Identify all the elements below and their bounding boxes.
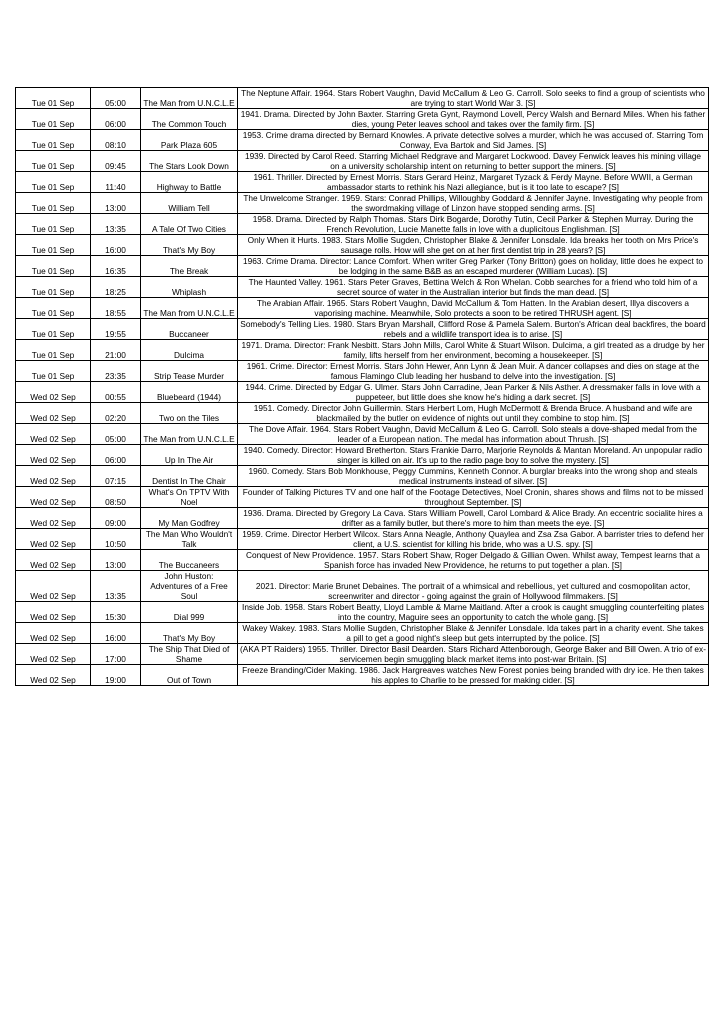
description-cell: Freeze Branding/Cider Making. 1986. Jack Hargreaves watches New Forest ponies being branded with dry ice. He then takes his apples to Charlie to be pressed for making cider. [S]: [238, 665, 709, 686]
description-cell: Only When it Hurts. 1983. Stars Mollie Sugden, Christopher Blake & Jennifer Lonsdale. Ida breaks her tooth on Mrs Price's sausage rolls. How will she get on at her first dentist trip in 28 years? [S]: [238, 235, 709, 256]
description-cell: 1959. Crime. Director Herbert Wilcox. Stars Anna Neagle, Anthony Quaylea and Zsa Zsa Gabor. A barrister tries to defend her client, a U.S. scientist for killing his bride, who was a U.S. spy. [S]: [238, 529, 709, 550]
description-cell: 1953. Crime drama directed by Bernard Knowles. A private detective solves a murder, which he was accused of. Starring Tom Conway, Eva Bartok and Sid James. [S]: [238, 130, 709, 151]
time-cell: 08:50: [91, 487, 141, 508]
time-cell: 09:45: [91, 151, 141, 172]
title-cell: The Stars Look Down: [141, 151, 238, 172]
date-cell: Tue 01 Sep: [16, 172, 91, 193]
description-cell: Somebody's Telling Lies. 1980. Stars Bryan Marshall, Clifford Rose & Pamela Salem. Burton's African deal backfires, the board rebels and a wildlife transport idea is to arise. [S]: [238, 319, 709, 340]
table-row: [16, 644, 709, 665]
time-cell: 09:00: [91, 508, 141, 529]
time-cell: 13:35: [91, 214, 141, 235]
date-cell: Wed 02 Sep: [16, 529, 91, 550]
date-cell: Wed 02 Sep: [16, 508, 91, 529]
title-cell: That's My Boy: [141, 623, 238, 644]
title-cell: What's On TPTV With Noel: [141, 487, 238, 508]
title-cell: The Man from U.N.C.L.E: [141, 298, 238, 319]
date-cell: Tue 01 Sep: [16, 319, 91, 340]
description-cell: The Arabian Affair. 1965. Stars Robert Vaughn, David McCallum & Tom Hatten. In the Arabian desert, Illya discovers a vaporising machine. Meanwhile, Solo protects a soon to be retired THRUSH agent. [S]: [238, 298, 709, 319]
date-cell: Tue 01 Sep: [16, 235, 91, 256]
title-cell: Park Plaza 605: [141, 130, 238, 151]
date-cell: Tue 01 Sep: [16, 214, 91, 235]
time-cell: 16:00: [91, 623, 141, 644]
table-row: [16, 529, 709, 550]
date-cell: Wed 02 Sep: [16, 602, 91, 623]
title-cell: Two on the Tiles: [141, 403, 238, 424]
description-cell: The Dove Affair. 1964. Stars Robert Vaughn, David McCallum & Leo G. Carroll. Solo steals a dove-shaped medal from the leader of a European nation. The medal has information about Thrush. [S]: [238, 424, 709, 445]
date-cell: Wed 02 Sep: [16, 445, 91, 466]
date-cell: Tue 01 Sep: [16, 193, 91, 214]
description-cell: 2021. Director: Marie Brunet Debaines. The portrait of a whimsical and rebellious, yet cultured and cosmopolitan actor, screenwriter and director - going against the grain of Hollywood filmmakers. [S]: [238, 571, 709, 602]
date-cell: Wed 02 Sep: [16, 403, 91, 424]
table-row: [16, 340, 709, 361]
table-row: [16, 88, 709, 109]
table-row: [16, 445, 709, 466]
time-cell: 16:35: [91, 256, 141, 277]
table-row: [16, 361, 709, 382]
description-cell: Founder of Talking Pictures TV and one half of the Footage Detectives, Noel Cronin, shares shows and films not to be missed throughout September. [S]: [238, 487, 709, 508]
description-cell: The Neptune Affair. 1964. Stars Robert Vaughn, David McCallum & Leo G. Carroll. Solo seeks to find a group of scientists who are trying to start World War 3. [S]: [238, 88, 709, 109]
table-row: [16, 193, 709, 214]
title-cell: Dentist In The Chair: [141, 466, 238, 487]
date-cell: Tue 01 Sep: [16, 298, 91, 319]
description-cell: Conquest of New Providence. 1957. Stars Robert Shaw, Roger Delgado & Gillian Owen. Whilst away, Tempest learns that a Spanish force has invaded New Providence, he returns to put together a plan. [S]: [238, 550, 709, 571]
table-row: [16, 214, 709, 235]
title-cell: Strip Tease Murder: [141, 361, 238, 382]
time-cell: 16:00: [91, 235, 141, 256]
title-cell: Bluebeard (1944): [141, 382, 238, 403]
table-row: [16, 235, 709, 256]
time-cell: 13:35: [91, 571, 141, 602]
table-row: [16, 256, 709, 277]
table-row: [16, 602, 709, 623]
time-cell: 13:00: [91, 550, 141, 571]
table-row: [16, 151, 709, 172]
time-cell: 08:10: [91, 130, 141, 151]
table-row: [16, 424, 709, 445]
date-cell: Wed 02 Sep: [16, 424, 91, 445]
description-cell: 1971. Drama. Director: Frank Nesbitt. Stars John Mills, Carol White & Stuart Wilson. Dulcima, a girl treated as a drudge by her family, lifts herself from her environment, becoming a housekeeper. [S]: [238, 340, 709, 361]
time-cell: 15:30: [91, 602, 141, 623]
table-row: [16, 550, 709, 571]
description-cell: 1960. Comedy. Stars Bob Monkhouse, Peggy Cummins, Kenneth Connor. A burglar breaks into the wrong shop and steals medical instruments instead of silver. [S]: [238, 466, 709, 487]
title-cell: The Common Touch: [141, 109, 238, 130]
table-row: [16, 403, 709, 424]
description-cell: Inside Job. 1958. Stars Robert Beatty, Lloyd Lamble & Marne Maitland. After a crook is caught smuggling counterfeiting plates into the country, Maguire sees an opportunity to catch the whole gang. [S]: [238, 602, 709, 623]
time-cell: 06:00: [91, 109, 141, 130]
time-cell: 02:20: [91, 403, 141, 424]
description-cell: 1963. Crime Drama. Director: Lance Comfort. When writer Greg Parker (Tony Britton) goes on holiday, little does he expect to be lodging in the same B&B as an escaped murderer (William Lucas). [S]: [238, 256, 709, 277]
date-cell: Wed 02 Sep: [16, 550, 91, 571]
time-cell: 11:40: [91, 172, 141, 193]
title-cell: A Tale Of Two Cities: [141, 214, 238, 235]
table-row: [16, 130, 709, 151]
table-row: [16, 382, 709, 403]
title-cell: Buccaneer: [141, 319, 238, 340]
date-cell: Wed 02 Sep: [16, 466, 91, 487]
time-cell: 19:00: [91, 665, 141, 686]
time-cell: 21:00: [91, 340, 141, 361]
title-cell: My Man Godfrey: [141, 508, 238, 529]
title-cell: The Man from U.N.C.L.E: [141, 424, 238, 445]
date-cell: Wed 02 Sep: [16, 665, 91, 686]
description-cell: 1939. Directed by Carol Reed. Starring Michael Redgrave and Margaret Lockwood. Davey Fenwick leaves his mining village on a university scholarship intent on returning to better support the miners. [S]: [238, 151, 709, 172]
table-row: [16, 665, 709, 686]
table-row: [16, 298, 709, 319]
time-cell: 17:00: [91, 644, 141, 665]
date-cell: Tue 01 Sep: [16, 151, 91, 172]
description-cell: 1961. Thriller. Directed by Ernest Morris. Stars Gerard Heinz, Margaret Tyzack & Ferdy Mayne. Before WWII, a German ambassador starts to rethink his Nazi allegiance, but is it too late to escape? [S]: [238, 172, 709, 193]
title-cell: The Man Who Wouldn't Talk: [141, 529, 238, 550]
time-cell: 19:55: [91, 319, 141, 340]
title-cell: John Huston: Adventures of a Free Soul: [141, 571, 238, 602]
table-row: [16, 466, 709, 487]
time-cell: 10:50: [91, 529, 141, 550]
description-cell: 1951. Comedy. Director John Guillermin. Stars Herbert Lom, Hugh McDermott & Brenda Bruce. A husband and wife are blackmailed by the butler on evidence of nights out until they combine to stop him. [S]: [238, 403, 709, 424]
date-cell: Wed 02 Sep: [16, 623, 91, 644]
date-cell: Tue 01 Sep: [16, 256, 91, 277]
date-cell: Wed 02 Sep: [16, 382, 91, 403]
table-row: [16, 319, 709, 340]
table-row: [16, 571, 709, 602]
time-cell: 13:00: [91, 193, 141, 214]
time-cell: 07:15: [91, 466, 141, 487]
date-cell: Wed 02 Sep: [16, 644, 91, 665]
date-cell: Wed 02 Sep: [16, 571, 91, 602]
title-cell: Up In The Air: [141, 445, 238, 466]
date-cell: Tue 01 Sep: [16, 361, 91, 382]
time-cell: 18:55: [91, 298, 141, 319]
description-cell: 1958. Drama. Directed by Ralph Thomas. Stars Dirk Bogarde, Dorothy Tutin, Cecil Parker & Stephen Murray. During the French Revolution, Lucie Manette falls in love with a duplicitous Englishman. [S]: [238, 214, 709, 235]
date-cell: Tue 01 Sep: [16, 109, 91, 130]
time-cell: 00:55: [91, 382, 141, 403]
description-cell: The Unwelcome Stranger. 1959. Stars: Conrad Phillips, Willoughby Goddard & Jennifer Jayne. Investigating why people from the swordmaking village of Linzon have stopped sending arms. [S]: [238, 193, 709, 214]
description-cell: 1961. Crime. Director: Ernest Morris. Stars John Hewer, Ann Lynn & Jean Muir. A dancer collapses and dies on stage at the famous Flamingo Club leading her husband to delve into the investigation. [S]: [238, 361, 709, 382]
description-cell: 1944. Crime. Directed by Edgar G. Ulmer. Stars John Carradine, Jean Parker & Nils Asther. A dressmaker falls in love with a puppeteer, but little does she know he's hiding a dark secret. [S]: [238, 382, 709, 403]
description-cell: 1936. Drama. Directed by Gregory La Cava. Stars William Powell, Carol Lombard & Alice Brady. An eccentric socialite hires a drifter as a family butler, but there's more to him than meets the eye. [S]: [238, 508, 709, 529]
title-cell: The Man from U.N.C.L.E: [141, 88, 238, 109]
table-row: [16, 277, 709, 298]
title-cell: Dulcima: [141, 340, 238, 361]
date-cell: Tue 01 Sep: [16, 277, 91, 298]
schedule-table: [15, 87, 709, 686]
description-cell: 1940. Comedy. Director: Howard Bretherton. Stars Frankie Darro, Marjorie Reynolds & Mantan Moreland. An unpopular radio singer is killed on air. It's up to the radio page boy to solve the mystery. [S]: [238, 445, 709, 466]
time-cell: 05:00: [91, 424, 141, 445]
title-cell: The Ship That Died of Shame: [141, 644, 238, 665]
title-cell: That's My Boy: [141, 235, 238, 256]
description-cell: The Haunted Valley. 1961. Stars Peter Graves, Bettina Welch & Ron Whelan. Cobb searches for a friend who told him of a secret source of water in the Australian interior but finds the man dead. [S]: [238, 277, 709, 298]
title-cell: Highway to Battle: [141, 172, 238, 193]
date-cell: Wed 02 Sep: [16, 487, 91, 508]
table-row: [16, 487, 709, 508]
table-row: [16, 172, 709, 193]
time-cell: 18:25: [91, 277, 141, 298]
description-cell: 1941. Drama. Directed by John Baxter. Starring Greta Gynt, Raymond Lovell, Percy Walsh and Bernard Miles. When his father dies, young Peter leaves school and takes over the family firm. [S]: [238, 109, 709, 130]
title-cell: William Tell: [141, 193, 238, 214]
date-cell: Tue 01 Sep: [16, 340, 91, 361]
time-cell: 05:00: [91, 88, 141, 109]
title-cell: Whiplash: [141, 277, 238, 298]
title-cell: The Buccaneers: [141, 550, 238, 571]
title-cell: The Break: [141, 256, 238, 277]
title-cell: Dial 999: [141, 602, 238, 623]
table-row: [16, 109, 709, 130]
description-cell: Wakey Wakey. 1983. Stars Mollie Sugden, Christopher Blake & Jennifer Lonsdale. Ida takes part in a charity event. She takes a pill to get a good night's sleep but gets interrupted by the police. [S]: [238, 623, 709, 644]
title-cell: Out of Town: [141, 665, 238, 686]
time-cell: 23:35: [91, 361, 141, 382]
table-row: [16, 508, 709, 529]
time-cell: 06:00: [91, 445, 141, 466]
table-row: [16, 623, 709, 644]
description-cell: (AKA PT Raiders) 1955. Thriller. Director Basil Dearden. Stars Richard Attenborough, George Baker and Bill Owen. A trio of ex-servicemen begin smuggling black market items into post-war Britain. [S]: [238, 644, 709, 665]
date-cell: Tue 01 Sep: [16, 130, 91, 151]
date-cell: Tue 01 Sep: [16, 88, 91, 109]
schedule-body: [16, 88, 709, 686]
